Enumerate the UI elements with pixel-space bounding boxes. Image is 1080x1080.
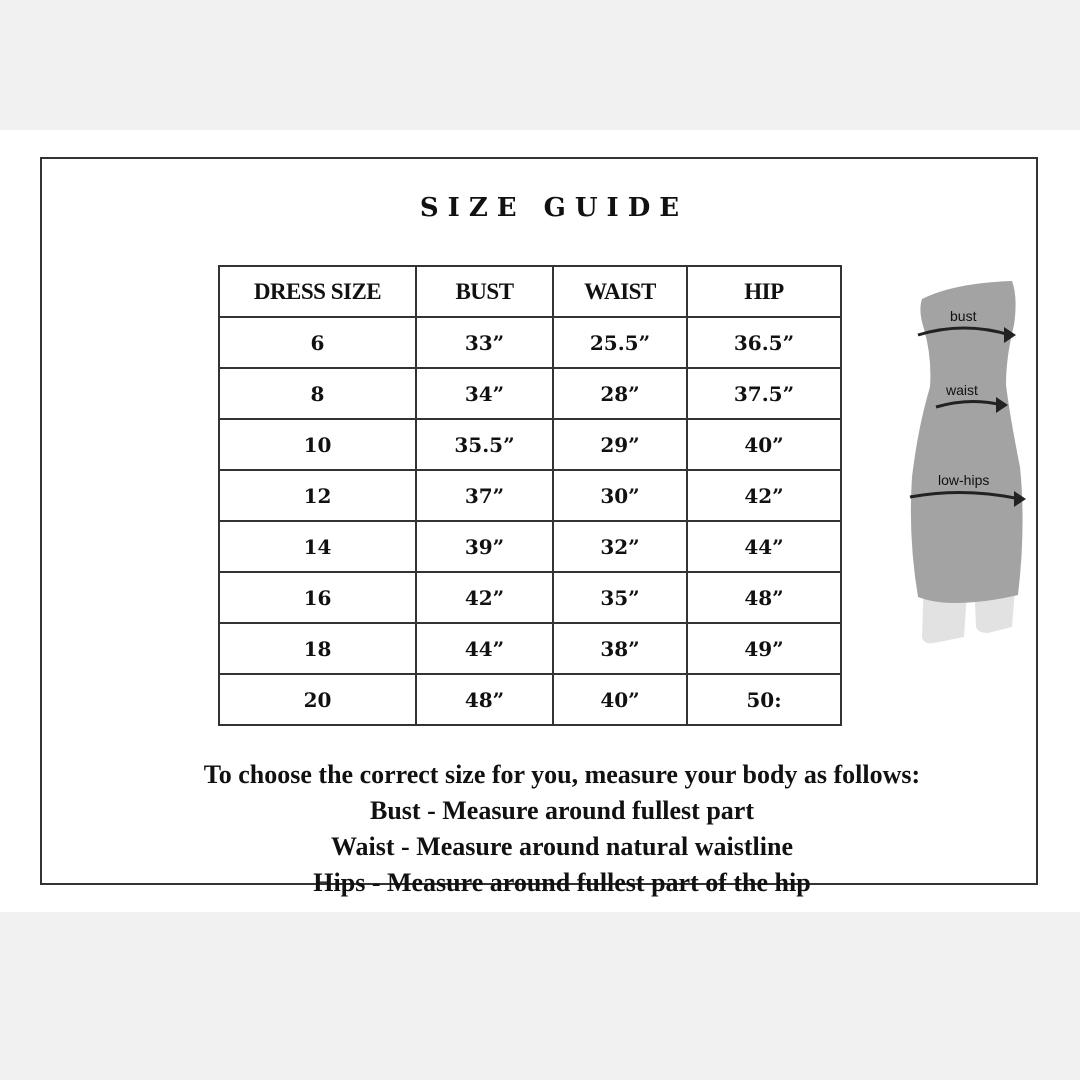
- cell-dress-size: 8: [219, 368, 416, 419]
- size-guide-sheet: [0, 130, 1080, 912]
- table-row: [219, 623, 841, 674]
- cell-hip: 42”: [687, 470, 841, 521]
- column-header-bust: BUST: [416, 266, 553, 317]
- cell-waist: 38”: [553, 623, 687, 674]
- cell-dress-size: 12: [219, 470, 416, 521]
- cell-waist: 29”: [553, 419, 687, 470]
- cell-dress-size: 10: [219, 419, 416, 470]
- cell-bust: 34”: [416, 368, 553, 419]
- cell-waist: 25.5”: [553, 317, 687, 368]
- cell-hip: 37.5”: [687, 368, 841, 419]
- measurement-instructions: [102, 757, 1022, 901]
- cell-bust: 39”: [416, 521, 553, 572]
- table-row: [219, 521, 841, 572]
- cell-bust: 33”: [416, 317, 553, 368]
- instructions-bust: Bust - Measure around fullest part: [370, 796, 754, 825]
- cell-hip: 49”: [687, 623, 841, 674]
- cell-hip: 44”: [687, 521, 841, 572]
- column-header-dress-size: DRESS SIZE: [219, 266, 416, 317]
- cell-dress-size: 14: [219, 521, 416, 572]
- cell-waist: 35”: [553, 572, 687, 623]
- column-header-hip: HIP: [687, 266, 841, 317]
- instructions-waist: Waist - Measure around natural waistline: [330, 832, 793, 861]
- table-row: [219, 470, 841, 521]
- table-header-row: [219, 266, 841, 317]
- table-row: [219, 674, 841, 725]
- cell-waist: 32”: [553, 521, 687, 572]
- cell-bust: 44”: [416, 623, 553, 674]
- hips-figure-label: low-hips: [938, 472, 990, 488]
- table-row: [219, 572, 841, 623]
- waist-figure-label: waist: [946, 382, 978, 398]
- instructions-intro: To choose the correct size for you, measure your body as follows:: [203, 760, 921, 789]
- cell-dress-size: 20: [219, 674, 416, 725]
- cell-dress-size: 16: [219, 572, 416, 623]
- table-row: [219, 419, 841, 470]
- cell-bust: 48”: [416, 674, 553, 725]
- cell-waist: 40”: [553, 674, 687, 725]
- cell-hip: 36.5”: [687, 317, 841, 368]
- cell-hip: 40”: [687, 419, 841, 470]
- cell-hip: 48”: [687, 572, 841, 623]
- table-row: [219, 368, 841, 419]
- size-guide-frame: [40, 157, 1038, 897]
- body-measurement-figure: [894, 277, 1044, 657]
- instructions-hips: Hips - Measure around fullest part of the hip: [313, 868, 811, 897]
- cell-hip: 50:: [687, 674, 841, 725]
- page-title: SIZE GUIDE: [419, 193, 689, 223]
- cell-bust: 37”: [416, 470, 553, 521]
- cell-dress-size: 18: [219, 623, 416, 674]
- cell-bust: 35.5”: [416, 419, 553, 470]
- cell-waist: 30”: [553, 470, 687, 521]
- size-table: [218, 265, 842, 726]
- cell-bust: 42”: [416, 572, 553, 623]
- cell-waist: 28”: [553, 368, 687, 419]
- cell-dress-size: 6: [219, 317, 416, 368]
- table-row: [219, 317, 841, 368]
- bust-figure-label: bust: [950, 308, 977, 324]
- column-header-waist: WAIST: [553, 266, 687, 317]
